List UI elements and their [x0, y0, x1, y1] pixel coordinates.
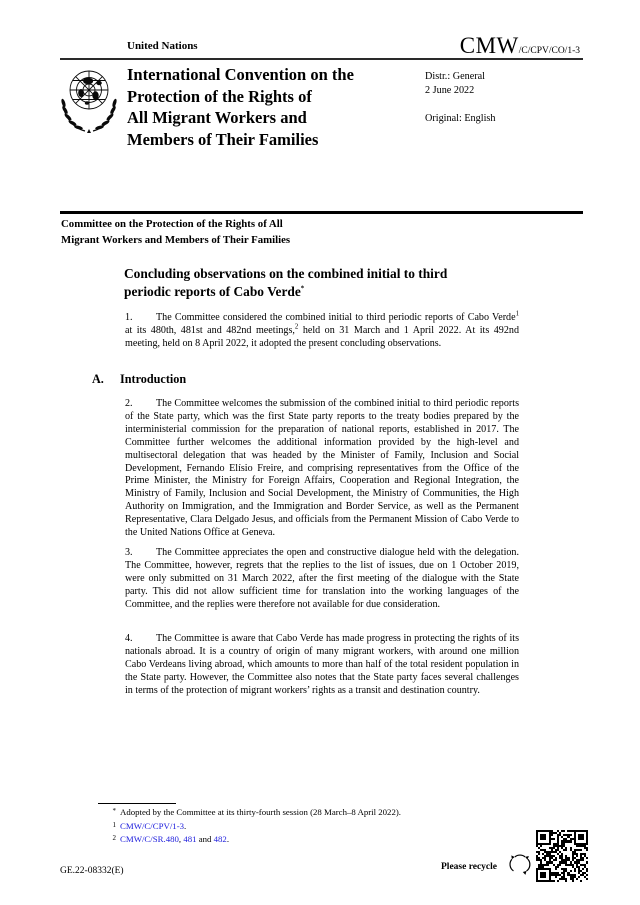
distribution-block: [425, 70, 495, 126]
paragraph-4: 4. The Committee is aware that Cabo Verde has made progress in protecting the rights of its nationals abroad. It is a country of origin of many migrant workers, with around one million Cabo Verdeans living abroad, which amounts to more than half of the total resident population in the State party. However, the Committee also notes that the State party faces several challenges in terms of the protection of migrant workers’ rights as a transit and destination country.: [125, 633, 519, 696]
convention-title: [127, 64, 417, 150]
convention-title-line: All Migrant Workers and: [127, 108, 307, 127]
document-symbol-main: CMW: [459, 33, 519, 58]
ge-number: GE.22-08332(E): [60, 866, 124, 876]
paragraph-number: 3.: [125, 547, 133, 558]
footnote-ref-1: 1: [515, 310, 519, 318]
header-rule-thin: [60, 58, 583, 60]
paragraph-1: 1. The Committee considered the combined initial to third periodic reports of Cabo Verde$^1$ at its 480th, 481st and 482nd meetings,$^2$ held on 31 March and 1 April 2022. At its 492nd meeting, held on 8 April 2022, it adopted the present concluding observations.: [125, 310, 519, 349]
document-link[interactable]: CMW/C/CPV/1-3: [120, 820, 185, 831]
date-line: 2 June 2022: [425, 85, 475, 96]
footnote-marker: *: [112, 807, 116, 815]
document-symbol: [0, 33, 580, 59]
convention-title-line: Members of Their Families: [127, 129, 319, 149]
committee-name-line: Migrant Workers and Members of Their Families: [61, 233, 291, 246]
distr-line: Distr.: General: [425, 71, 485, 82]
committee-name-line: Committee on the Protection of the Rights of All: [61, 218, 283, 230]
convention-title-line: Protection of the Rights of: [127, 86, 312, 106]
paragraph-3: 3. The Committee appreciates the open and constructive dialogue held with the delegation. The Committee, however, regrets that the replies to the list of issues, due on 1 October 2019, were only submitted on 31 March 2022, after the first meeting of the dialogue with the State party. This did not allow sufficient time for translation into the working languages of the Committee, and the replies were therefore not available for due consideration.: [125, 547, 519, 610]
convention-title-line: International Convention on the: [127, 65, 354, 84]
footnotes-block: [98, 806, 520, 847]
original-language-line: Original: English: [425, 113, 496, 124]
footnote-ref-2: 2: [294, 323, 299, 331]
footnote-marker: 2: [112, 834, 116, 842]
footnote-separator: [98, 803, 176, 804]
org-name: United Nations: [127, 40, 198, 52]
committee-name: [61, 217, 290, 248]
document-link[interactable]: 481: [183, 834, 197, 844]
document-link[interactable]: CMW/C/SR.480: [120, 834, 179, 844]
document-title: [124, 265, 524, 301]
title-footnote-marker: *: [300, 285, 305, 293]
document-link[interactable]: 482: [213, 834, 227, 844]
section-title: Introduction: [120, 372, 187, 386]
paragraph-number: 4.: [125, 633, 133, 644]
footnote-star: * Adopted by the Committee at its thirty-fourth session (28 March–8 April 2022).: [98, 806, 520, 820]
footnote-2: 2 CMW/C/SR.480, 481 and 482.: [98, 833, 520, 847]
document-title-line: Concluding observations on the combined initial to third: [124, 266, 448, 281]
paragraph-2: 2. The Committee welcomes the submission of the combined initial to third periodic reports of the State party, which was the first State party reports to the treaty bodies prepared by the interministerial commission for the preparation of national reports, established in 2017. The Committee further welcomes the additional information provided by the high-level and multisectoral delegation that was headed by the Minister of Family, Inclusion and Social Development, Fernando Elísio Freire, and comprising representatives from the Office of the Prime Minister, the Ministry for Foreign Affairs, Cooperation and Regional Integration, the Ministry of Family, Inclusion and Social Development, the Ministry of Communities, the High Authority on Immigration, and the Immigration and Border Service, as well as the Permanent Representative, Clara Delgado Jesus, and officials from the Permanent Mission of Cabo Verde to the United Nations Office at Geneva.: [125, 398, 519, 539]
document-title-line: periodic reports of Cabo Verde*: [124, 284, 305, 299]
recycle-label: Please recycle: [441, 862, 497, 872]
paragraph-number: 2.: [125, 398, 133, 409]
recycle-icon: [505, 849, 535, 882]
un-emblem-icon: [57, 63, 121, 140]
footnote-1: 1 CMW/C/CPV/1-3.: [98, 820, 520, 834]
section-letter: A.: [92, 372, 104, 386]
paragraph-number: 1.: [125, 312, 133, 323]
committee-rule-thick: [60, 211, 583, 214]
document-symbol-suffix: /C/CPV/CO/1-3: [518, 46, 580, 56]
section-heading-introduction: [92, 372, 186, 387]
qr-code: [536, 830, 588, 882]
footnote-marker: 1: [112, 820, 116, 829]
